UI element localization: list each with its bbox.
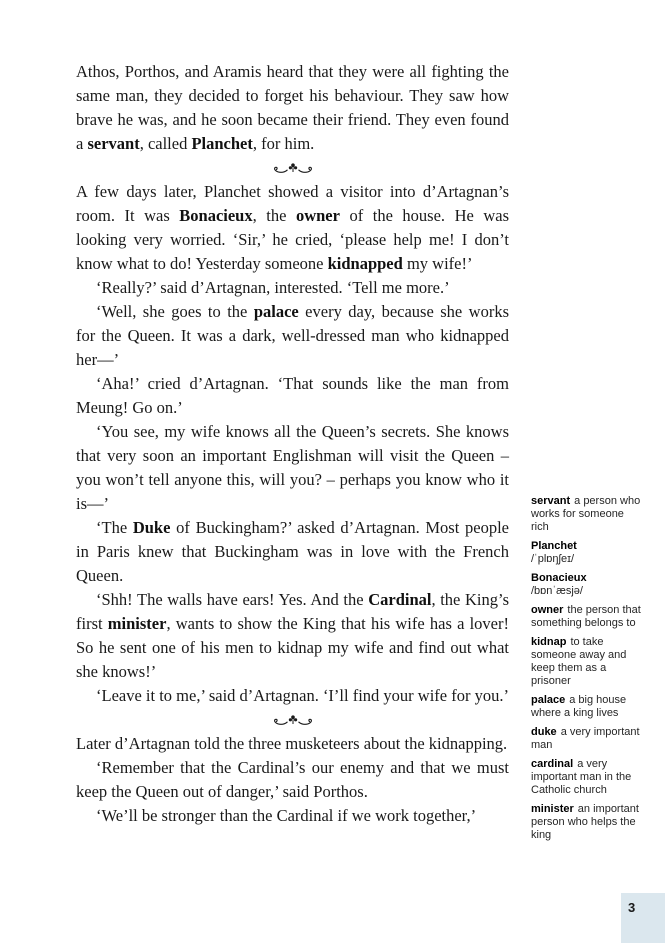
glossary-headword: duke bbox=[531, 726, 557, 738]
story-paragraph: ‘Remember that the Cardinal’s our enemy and that we must keep the Queen out of danger,’ said Porthos. bbox=[76, 758, 509, 801]
vocab-word: palace bbox=[253, 302, 299, 321]
glossary-headword: servant bbox=[531, 495, 571, 507]
story-paragraph: ‘Really?’ said d’Artagnan, interested. ‘Tell me more.’ bbox=[96, 278, 450, 297]
glossary-definition: a big house where a king lives bbox=[531, 694, 627, 719]
glossary-column bbox=[531, 495, 643, 848]
glossary-entry bbox=[531, 803, 643, 842]
story-column bbox=[76, 60, 509, 828]
glossary-entry bbox=[531, 694, 643, 720]
glossary-entry bbox=[531, 572, 643, 598]
glossary-definition: a very important man bbox=[531, 726, 640, 751]
glossary-entry bbox=[531, 604, 643, 630]
glossary-definition: a very important man in the Catholic church bbox=[531, 758, 632, 796]
story-paragraph: ‘Aha!’ cried d’Artagnan. ‘That sounds like the man from Meung! Go on.’ bbox=[76, 374, 509, 417]
vocab-word: minister bbox=[107, 614, 167, 633]
fleuron-icon bbox=[270, 713, 316, 727]
glossary-headword: owner bbox=[531, 604, 564, 616]
story-paragraph: ‘Shh! The walls have ears! Yes. And the Cardinal, the King’s first minister, wants to show the King that his wife has a lover! So he sent one of his men to kidnap my wife and find out what she knows!’ bbox=[76, 590, 509, 681]
glossary-definition: the person that something belongs to bbox=[531, 604, 641, 629]
story-paragraph: ‘You see, my wife knows all the Queen’s secrets. She knows that very soon an important Englishman will visit the Queen – you won’t tell anyone this, will you? – perhaps you know who it is—’ bbox=[76, 422, 509, 513]
glossary-headword: Bonacieux bbox=[531, 572, 587, 584]
story-paragraph: ‘Leave it to me,’ said d’Artagnan. ‘I’ll find your wife for you.’ bbox=[96, 686, 509, 705]
glossary-entry bbox=[531, 495, 643, 534]
glossary-entry bbox=[531, 636, 643, 688]
section-divider bbox=[76, 708, 509, 732]
story-paragraph: Later d’Artagnan told the three musketeers about the kidnapping. bbox=[76, 734, 508, 753]
glossary-headword: palace bbox=[531, 694, 566, 706]
story-paragraph: ‘We’ll be stronger than the Cardinal if we work together,’ bbox=[96, 806, 477, 825]
fleuron-icon bbox=[270, 161, 316, 175]
vocab-word: Cardinal bbox=[368, 590, 432, 609]
glossary-headword: Planchet bbox=[531, 540, 577, 552]
glossary-phonetic: /ˈplɒŋʃeɪ/ bbox=[531, 553, 575, 565]
story-paragraph: ‘The Duke of Buckingham?’ asked d’Artagnan. Most people in Paris knew that Buckingham was in love with the French Queen. bbox=[76, 518, 509, 585]
page-number-box bbox=[621, 893, 665, 943]
glossary-headword: kidnap bbox=[531, 636, 567, 648]
glossary-headword: minister bbox=[531, 803, 574, 815]
vocab-word: owner bbox=[295, 206, 340, 225]
story-paragraph: A few days later, Planchet showed a visitor into d’Artagnan’s room. It was Bonacieux, the owner of the house. He was looking very worried. ‘Sir,’ he cried, ‘please help me! I don’t know what to do! Yesterday someone kidnapped my wife!’ bbox=[76, 182, 509, 273]
glossary-definition: a person who works for someone rich bbox=[531, 495, 641, 533]
section-divider bbox=[76, 156, 509, 180]
vocab-word: Planchet bbox=[191, 134, 253, 153]
glossary-entry bbox=[531, 540, 643, 566]
vocab-word: Bonacieux bbox=[179, 206, 253, 225]
page-number: 3 bbox=[628, 900, 636, 915]
story-paragraph: ‘Well, she goes to the palace every day, because she works for the Queen. It was a dark, well-dressed man who kidnapped her—’ bbox=[76, 302, 509, 369]
glossary-definition: to take someone away and keep them as a prisoner bbox=[531, 636, 627, 687]
vocab-word: Duke bbox=[132, 518, 171, 537]
glossary-phonetic: /bɒnˈæsjə/ bbox=[531, 585, 583, 597]
glossary-entry bbox=[531, 726, 643, 752]
glossary-headword: cardinal bbox=[531, 758, 574, 770]
glossary-entry bbox=[531, 758, 643, 797]
glossary-definition: an important person who helps the king bbox=[531, 803, 639, 841]
vocab-word: servant bbox=[87, 134, 140, 153]
vocab-word: kidnapped bbox=[327, 254, 403, 273]
story-paragraph: Athos, Porthos, and Aramis heard that they were all fighting the same man, they decided to forget his behaviour. They saw how brave he was, and he soon became their friend. They even found a servant, called Planchet, for him. bbox=[76, 62, 509, 153]
